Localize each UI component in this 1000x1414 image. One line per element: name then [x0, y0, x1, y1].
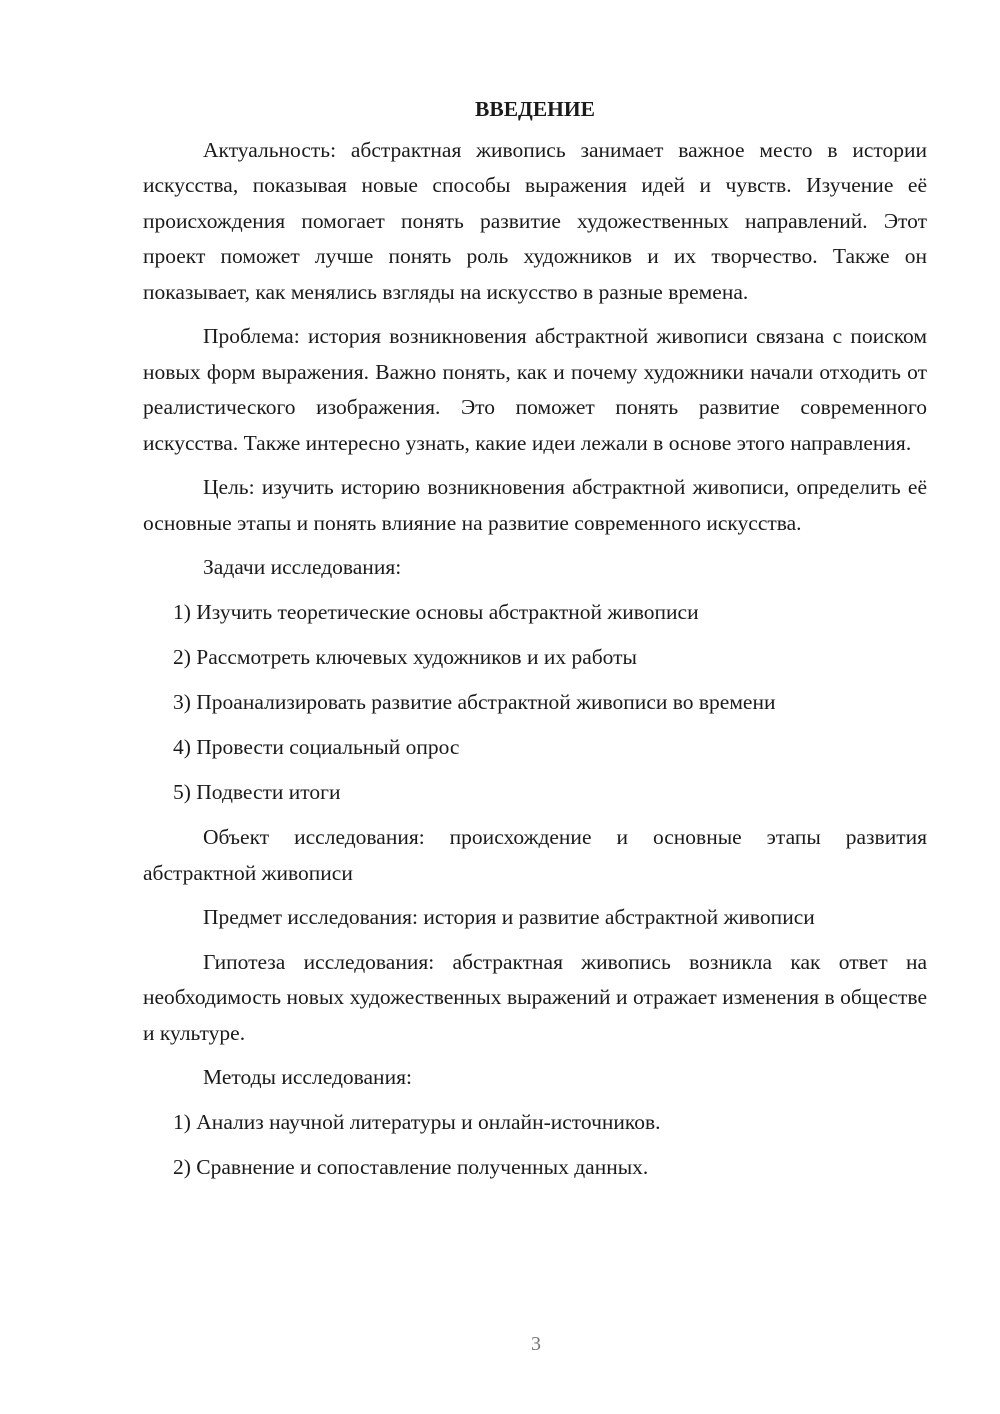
method-item: 2) Сравнение и сопоставление полученных данных. [173, 1155, 649, 1179]
task-item: 3) Проанализировать развитие абстрактной живописи во времени [173, 690, 776, 714]
hypothesis-paragraph: Гипотеза исследования: абстрактная живопись возникла как ответ на необходимость новых художественных выражений и отражает изменения в обществе и культуре. [143, 949, 927, 1045]
method-item: 1) Анализ научной литературы и онлайн-источников. [173, 1110, 661, 1134]
object-paragraph: Объект исследования: происхождение и основные этапы развития абстрактной живописи [143, 825, 927, 885]
section-title: ВВЕДЕНИЕ [475, 97, 595, 121]
document-body [143, 92, 927, 1195]
methods-list [143, 1105, 927, 1186]
task-item: 2) Рассмотреть ключевых художников и их работы [173, 645, 637, 669]
task-item: 5) Подвести итоги [173, 780, 341, 804]
tasks-heading: Задачи исследования: [203, 555, 402, 579]
goal-paragraph: Цель: изучить историю возникновения абстрактной живописи, определить её основные этапы и понять влияние на развитие современного искусства. [143, 475, 927, 535]
task-item: 4) Провести социальный опрос [173, 735, 460, 759]
subject-paragraph: Предмет исследования: история и развитие абстрактной живописи [203, 905, 815, 929]
tasks-list [143, 595, 927, 811]
methods-heading: Методы исследования: [203, 1065, 412, 1089]
task-item: 1) Изучить теоретические основы абстрактной живописи [173, 600, 699, 624]
relevance-paragraph: Актуальность: абстрактная живопись занимает важное место в истории искусства, показывая новые способы выражения идей и чувств. Изучение её происхождения помогает понять развитие художественных направлений. Этот проект поможет лучше понять роль художников и их творчество. Также он показывает, как менялись взгляды на искусство в разные времена. [143, 137, 927, 304]
problem-paragraph: Проблема: история возникновения абстрактной живописи связана с поиском новых форм выражения. Важно понять, как и почему художники начали отходить от реалистического изображения. Это поможет понять развитие современного искусства. Также интересно узнать, какие идеи лежали в основе этого направления. [143, 324, 927, 455]
page-number: 3 [531, 1333, 541, 1355]
